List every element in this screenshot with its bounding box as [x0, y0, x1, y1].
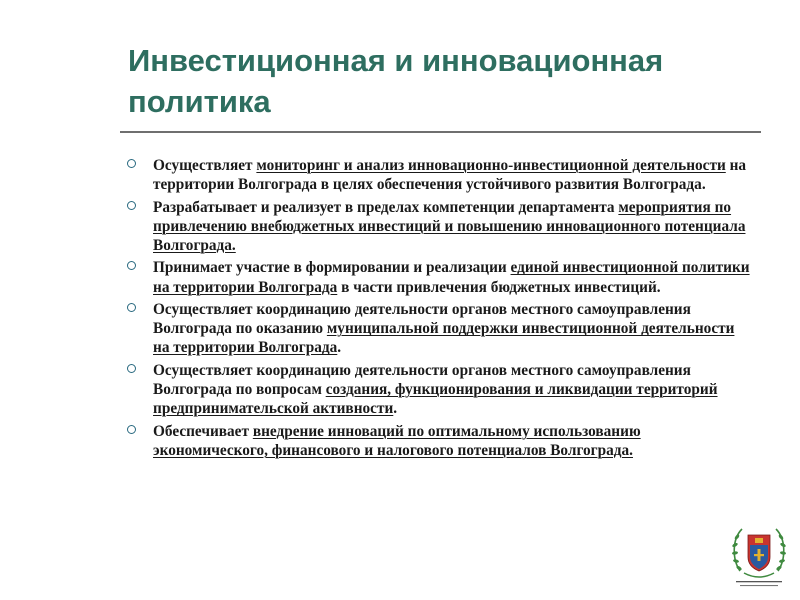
title-divider — [120, 131, 761, 133]
bullet-circle-icon — [127, 425, 136, 434]
bullet-item — [127, 361, 752, 419]
slide-title: Инвестиционная и инновационная политика — [128, 43, 664, 119]
bullet-circle-icon — [127, 201, 136, 210]
underlined-text: внедрение инноваций по оптимальному использованию экономического, финансового и налогового потенциалов Волгограда. — [153, 422, 641, 459]
bullet-text: . — [393, 400, 398, 418]
bullet-text: . — [337, 339, 342, 357]
underlined-text: создания, функционирования и ликвидации территорий предпринимательской активности — [153, 380, 718, 418]
city-emblem-icon — [728, 521, 790, 591]
bullet-text: в части привлечения бюджетных инвестиций. — [337, 278, 661, 296]
bullet-text: Принимает участие в формировании и реализации — [153, 259, 511, 277]
bullet-text: Осуществляет координацию деятельности органов местного самоуправления Волгограда по оказанию — [153, 300, 691, 338]
bullet-list — [127, 156, 752, 463]
bullet-circle-icon — [127, 303, 136, 312]
bullet-text: Обеспечивает — [153, 422, 253, 440]
bullet-circle-icon — [127, 261, 136, 270]
bullet-item — [127, 198, 752, 256]
bullet-item — [127, 258, 752, 296]
bullet-circle-icon — [127, 159, 136, 168]
bullet-text: на территории Волгограда в целях обеспечения устойчивого развития Волгограда. — [153, 157, 747, 194]
bullet-text: Осуществляет координацию деятельности органов местного самоуправления Волгограда по вопросам — [153, 361, 691, 398]
bullet-item — [127, 422, 752, 460]
bullet-circle-icon — [127, 364, 136, 373]
bullet-text: Осуществляет — [153, 157, 257, 174]
underlined-text: единой инвестиционной политики на территории Волгограда — [153, 259, 750, 296]
underlined-text: мониторинг и анализ инновационно-инвестиционной деятельности — [256, 157, 726, 174]
underlined-text: мероприятия по привлечению внебюджетных инвестиций и повышению инновационного потенциала Волгограда. — [153, 198, 746, 254]
bullet-item — [127, 156, 752, 194]
bullet-text: Разрабатывает и реализует в пределах компетенции департамента — [153, 198, 619, 216]
bullet-item — [127, 300, 752, 358]
underlined-text: муниципальной поддержки инвестиционной деятельности на территории Волгограда — [153, 320, 735, 357]
